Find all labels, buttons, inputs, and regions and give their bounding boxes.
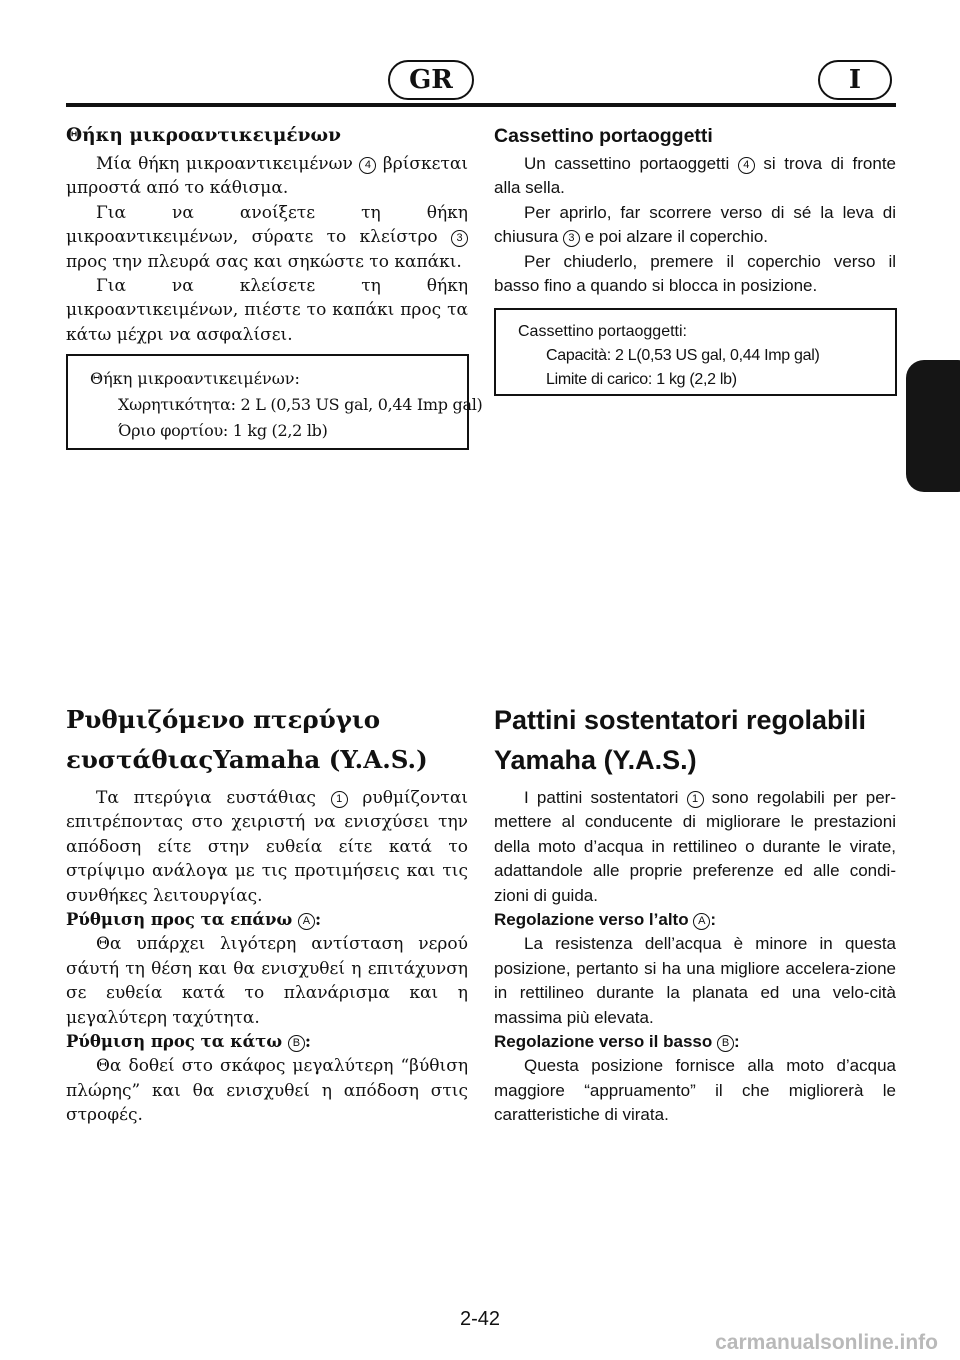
- greek-storage-paragraph: Για να ανοίξετε τη θήκη μικροαντικειμένων, σύρατε το κλείστρο 3 προς την πλευρά σας και σηκώστε το καπάκι.: [66, 202, 468, 272]
- reference-marker-b: B: [717, 1035, 734, 1052]
- greek-storage-title: Θήκη μικροαντικειμένων: [66, 125, 341, 146]
- greek-storage-section: [66, 122, 468, 347]
- spec-capacity: Capacità: 2 L(0,53 US gal, 0,44 Imp gal): [546, 347, 820, 364]
- spec-load-limit: Limite di carico: 1 kg (2,2 lb): [546, 371, 737, 388]
- greek-up-heading: Ρύθμιση προς τα επάνω A :: [66, 910, 322, 930]
- greek-storage-paragraph: Για να κλείσετε τη θήκη μικροαντικειμένων, πιέστε το καπάκι προς τα κάτω μέχρι να ασφαλίσει.: [66, 276, 468, 345]
- italian-storage-paragraph: Un cassettino portaoggetti 4 si trova di fronte alla sella.: [494, 154, 896, 198]
- greek-down-heading: Ρύθμιση προς τα κάτω B :: [66, 1032, 311, 1052]
- watermark: carmanualsonline.info: [715, 1331, 938, 1354]
- chapter-thumb-tab: [906, 360, 960, 492]
- language-badge-i: I: [818, 60, 892, 100]
- reference-marker-a: A: [298, 913, 315, 930]
- spec-title: Θήκη μικροαντικειμένων:: [90, 369, 300, 388]
- greek-up-text: Θα υπάρχει λιγότερη αντίσταση νερού σάυτή τη θέση και θα ενισχυθεί η επιτάχυνση σε ευθεία κατά το πλανάρισμα και η μεγαλύτερη ταχύτητα.: [66, 934, 468, 1028]
- reference-marker-1: 1: [687, 791, 704, 808]
- reference-marker-4: 4: [738, 157, 755, 174]
- header-rule: [66, 103, 896, 107]
- italian-down-text: Questa posizione fornisce alla moto d’acqua maggiore “appruamento” il che migliorerà le caratteristiche di virata.: [494, 1056, 896, 1125]
- reference-marker-3: 3: [451, 230, 468, 247]
- italian-storage-paragraph: Per aprirlo, far scorrere verso di sé la leva di chiusura 3 e poi alzare il coperchio.: [494, 202, 896, 247]
- reference-marker-b: B: [288, 1035, 305, 1052]
- reference-marker-1: 1: [331, 791, 348, 808]
- italian-spec-box: [494, 308, 897, 396]
- italian-down-heading: Regolazione verso il basso B :: [494, 1032, 740, 1052]
- spec-title: Cassettino portaoggetti:: [518, 323, 687, 340]
- page-number: 2-42: [459, 1308, 501, 1330]
- italian-yas-section: [494, 700, 896, 1128]
- greek-yas-section: [66, 700, 468, 1128]
- italian-storage-title: Cassettino portaoggetti: [494, 125, 713, 147]
- italian-up-heading: Regolazione verso l’alto A :: [494, 910, 717, 930]
- italian-storage-paragraph: Per chiuderlo, premere il coperchio verso il basso fino a quando si blocca in posizione.: [494, 251, 896, 296]
- spec-load-limit: Όριο φορτίου: 1 kg (2,2 lb): [118, 421, 328, 440]
- italian-storage-section: [494, 122, 896, 298]
- greek-down-text: Θα δοθεί στο σκάφος μεγαλύτερη “βύθιση πλώρης” και θα ενισχυθεί η απόδοση στις στροφές.: [66, 1056, 468, 1126]
- reference-marker-a: A: [693, 913, 710, 930]
- italian-up-text: La resistenza dell’acqua è minore in questa posizione, pertanto si ha una migliore accelera-zione in rettilineo durante la planata ed una velo-cità massima più elevata.: [494, 934, 896, 1027]
- greek-storage-paragraph: Μία θήκη μικροαντικειμένων 4 βρίσκεται μπροστά από το κάθισμα.: [66, 154, 468, 199]
- greek-yas-title: Ρυθμιζόμενο πτερύγιο ευστάθιαςYamaha (Y.A.S.): [66, 705, 428, 774]
- reference-marker-3: 3: [563, 230, 580, 247]
- language-badge-gr: GR: [388, 60, 474, 100]
- reference-marker-4: 4: [359, 157, 376, 174]
- italian-yas-title: Pattini sostentatori regolabili Yamaha (Y.A.S.): [494, 705, 867, 775]
- greek-spec-box: [66, 354, 483, 450]
- italian-yas-intro: I pattini sostentatori 1 sono regolabili per per-mettere al conducente di migliorare le prestazioni della moto d’acqua in rettilineo o durante le virate, adattandole alle proprie preferenze ed alle condi-zioni di guida.: [494, 788, 896, 905]
- greek-yas-intro: Τα πτερύγια ευστάθιας 1 ρυθμίζονται επιτρέποντας στο χειριστή να ενισχύσει την απόδοση είτε στην ευθεία είτε κατά το στρίψιμο ανάλογα με τις προτιμήσεις και τις συνθήκες λειτουργίας.: [66, 788, 468, 906]
- spec-capacity: Χωρητικότητα: 2 L (0,53 US gal, 0,44 Imp gal): [118, 395, 483, 414]
